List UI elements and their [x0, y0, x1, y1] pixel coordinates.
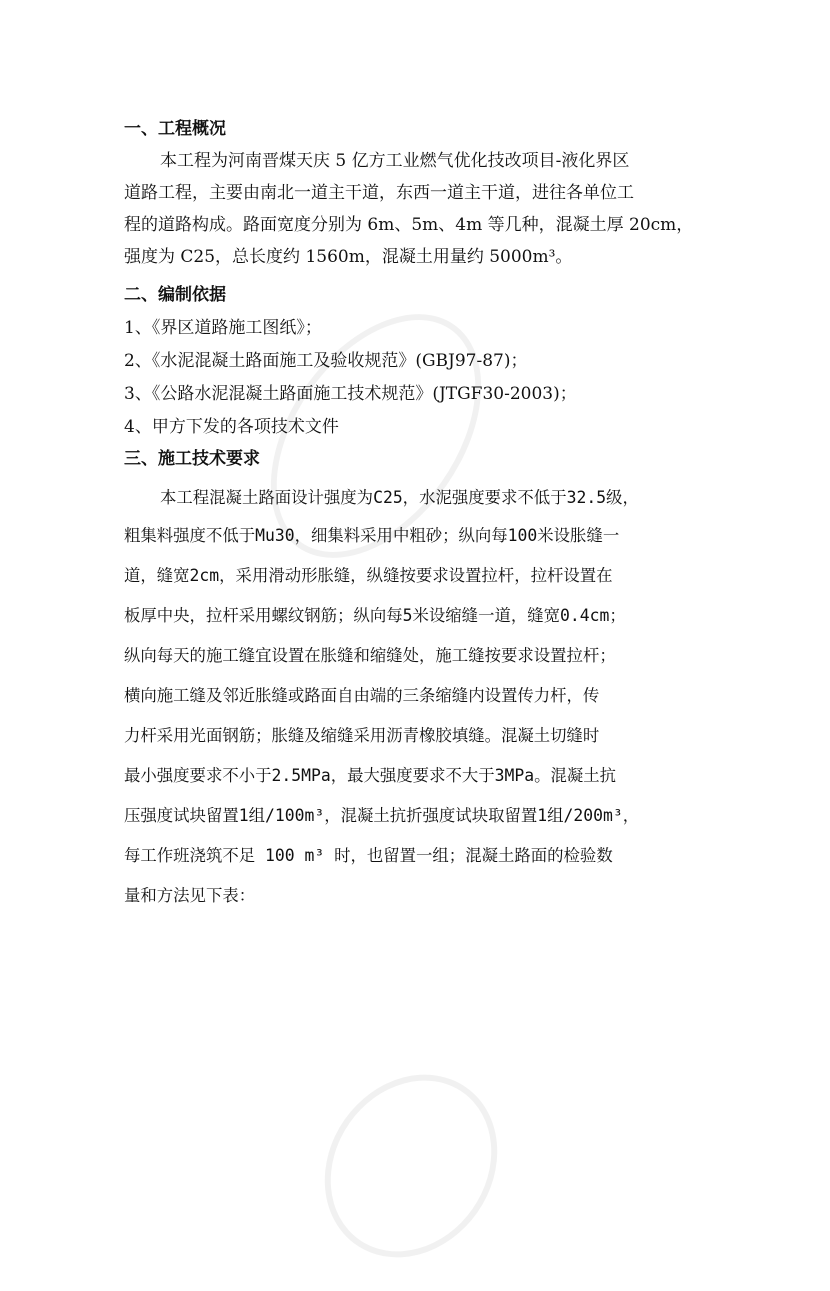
- paragraph-line: 量和方法见下表：: [124, 886, 256, 905]
- paragraph-line: 道路工程，主要由南北一道主干道，东西一道主干道，进往各单位工: [124, 183, 634, 203]
- paragraph-line: 本工程混凝土路面设计强度为C25，水泥强度要求不低于32.5级，: [160, 488, 639, 507]
- list-item: 2、《水泥混凝土路面施工及验收规范》(GBJ97-87)；: [124, 351, 528, 371]
- list-item: 4、甲方下发的各项技术文件: [124, 417, 339, 437]
- paragraph-line: 纵向每天的施工缝宜设置在胀缝和缩缝处，施工缝按要求设置拉杆；: [124, 646, 616, 665]
- paragraph-line: 压强度试块留置1组/100m³，混凝土抗折强度试块取留置1组/200m³，: [124, 806, 640, 825]
- paragraph-line: 每工作班浇筑不足 100 m³ 时，也留置一组；混凝土路面的检验数: [124, 846, 613, 865]
- paragraph-line: 道，缝宽2cm，采用滑动形胀缝，纵缝按要求设置拉杆，拉杆设置在: [124, 566, 613, 585]
- paragraph-line: 粗集料强度不低于Mu30，细集料采用中粗砂；纵向每100米设胀缝一: [124, 526, 620, 545]
- watermark-logo: [290, 1041, 533, 1291]
- section-heading-requirements: 三、施工技术要求: [124, 449, 260, 469]
- section-heading-overview: 一、工程概况: [124, 119, 226, 139]
- paragraph-line: 强度为 C25，总长度约 1560m，混凝土用量约 5000m³。: [124, 247, 573, 267]
- paragraph-line: 横向施工缝及邻近胀缝或路面自由端的三条缩缝内设置传力杆，传: [124, 686, 600, 705]
- paragraph-line: 板厚中央，拉杆采用螺纹钢筋；纵向每5米设缩缝一道，缝宽0.4cm；: [124, 606, 626, 625]
- list-item: 3、《公路水泥混凝土路面施工技术规范》(JTGF30-2003)；: [124, 384, 577, 404]
- section-heading-basis: 二、编制依据: [124, 285, 226, 305]
- paragraph-line: 力杆采用光面钢筋；胀缝及缩缝采用沥青橡胶填缝。混凝土切缝时: [124, 726, 600, 745]
- paragraph-line: 最小强度要求不小于2.5MPa，最大强度要求不大于3MPa。混凝土抗: [124, 766, 617, 785]
- paragraph-line: 程的道路构成。路面宽度分别为 6m、5m、4m 等几种，混凝土厚 20cm，: [124, 215, 694, 235]
- paragraph-line: 本工程为河南晋煤天庆 5 亿方工业燃气优化技改项目-液化界区: [160, 151, 630, 171]
- list-item: 1、《界区道路施工图纸》；: [124, 318, 322, 338]
